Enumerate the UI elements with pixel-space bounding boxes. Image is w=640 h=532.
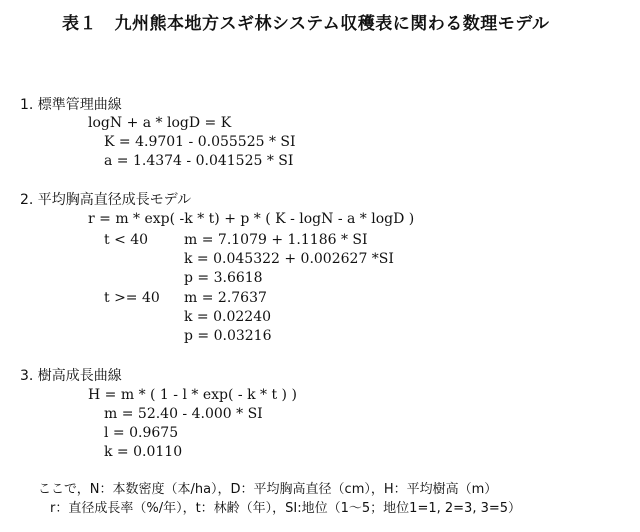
section-2-equation: r = m * exp( -k * t) + p * ( K - logN - a * logD ) [88,211,415,227]
variable-notes-line-1: ここで，N：本数密度（本/ha），D：平均胸高直径（cm），H：平均樹高（m） [38,482,498,497]
section-1-param-k: K = 4.9701 - 0.055525 * SI [104,134,296,150]
condition-t-lt-40: t < 40 [104,232,149,248]
section-3-heading: 3. 樹高成長曲線 [20,368,122,384]
section-2-param-p1: p = 3.6618 [184,270,263,286]
section-2-param-m2: m = 2.7637 [184,290,267,306]
section-1-equation: logN + a * logD = K [88,115,232,131]
section-3-param-l: l = 0.9675 [104,425,179,441]
section-1-heading: 1. 標準管理曲線 [20,97,122,113]
section-3-param-k: k = 0.0110 [104,444,183,460]
table-title: 表１ 九州熊本地方スギ林システム収穫表に関わる数理モデル [62,14,550,34]
section-2-param-k1: k = 0.045322 + 0.002627 *SI [184,251,394,267]
section-2-param-p2: p = 0.03216 [184,328,272,344]
section-2-heading: 2. 平均胸高直径成長モデル [20,192,192,208]
section-2-param-m1: m = 7.1079 + 1.1186 * SI [184,232,368,248]
section-3-param-m: m = 52.40 - 4.000 * SI [104,406,263,422]
section-3-equation: H = m * ( 1 - l * exp( - k * t ) ) [88,387,297,403]
section-1-param-a: a = 1.4374 - 0.041525 * SI [104,153,294,169]
condition-t-ge-40: t >= 40 [104,290,160,306]
variable-notes-line-2: r：直径成長率（%/年），t：林齢（年），SI:地位（1～5；地位1=1, 2=3, 3=5） [50,501,522,516]
section-2-param-k2: k = 0.02240 [184,309,272,325]
